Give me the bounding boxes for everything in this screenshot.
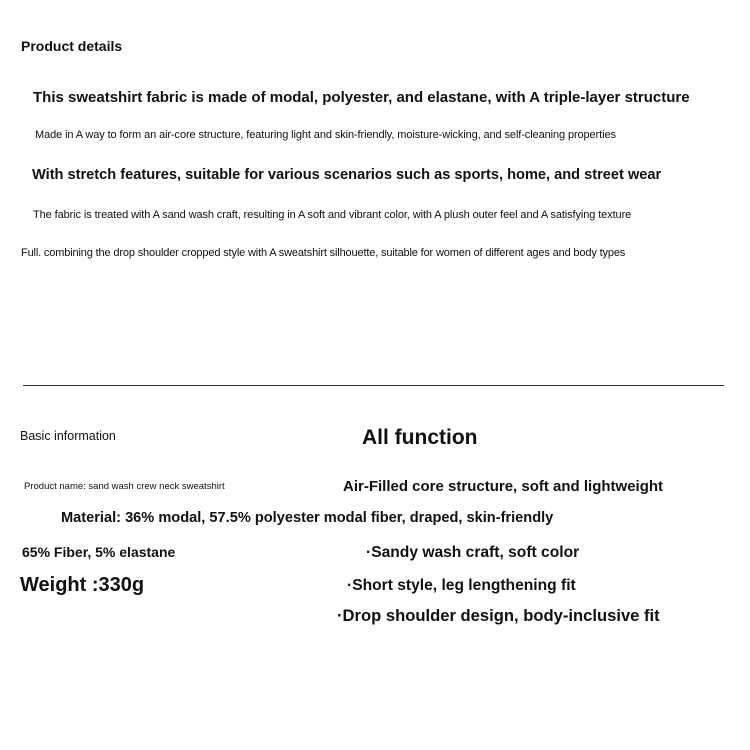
weight-text: Weight :330g <box>20 574 145 596</box>
all-function-heading: All function <box>362 426 478 449</box>
function-item: ·Short style, leg lengthening fit <box>347 577 576 594</box>
function-item: ·Sandy wash craft, soft color <box>366 544 580 561</box>
product-detail-line: The fabric is treated with A sand wash craft, resulting in A soft and vibrant color, with A plush outer feel and A satisfying texture <box>33 209 632 221</box>
function-item: Air-Filled core structure, soft and lightweight <box>343 478 664 495</box>
basic-information-heading: Basic information <box>20 429 116 443</box>
fiber-text: 65% Fiber, 5% elastane <box>22 544 176 560</box>
product-detail-line: This sweatshirt fabric is made of modal, polyester, and elastane, with A triple-layer structure <box>33 89 690 106</box>
material-text: Material: 36% modal, 57.5% polyester modal fiber, draped, skin-friendly <box>61 510 554 526</box>
product-detail-line: With stretch features, suitable for various scenarios such as sports, home, and street wear <box>32 167 662 183</box>
product-name-text: Product name: sand wash crew neck sweatshirt <box>24 481 225 492</box>
product-detail-line: Full. combining the drop shoulder cropped style with A sweatshirt silhouette, suitable for women of different ages and body types <box>21 247 626 259</box>
section-divider <box>23 385 724 386</box>
function-item: ·Drop shoulder design, body-inclusive fit <box>337 606 660 625</box>
product-detail-line: Made in A way to form an air-core structure, featuring light and skin-friendly, moisture-wicking, and self-cleaning properties <box>35 129 616 141</box>
product-details-heading: Product details <box>21 38 123 54</box>
